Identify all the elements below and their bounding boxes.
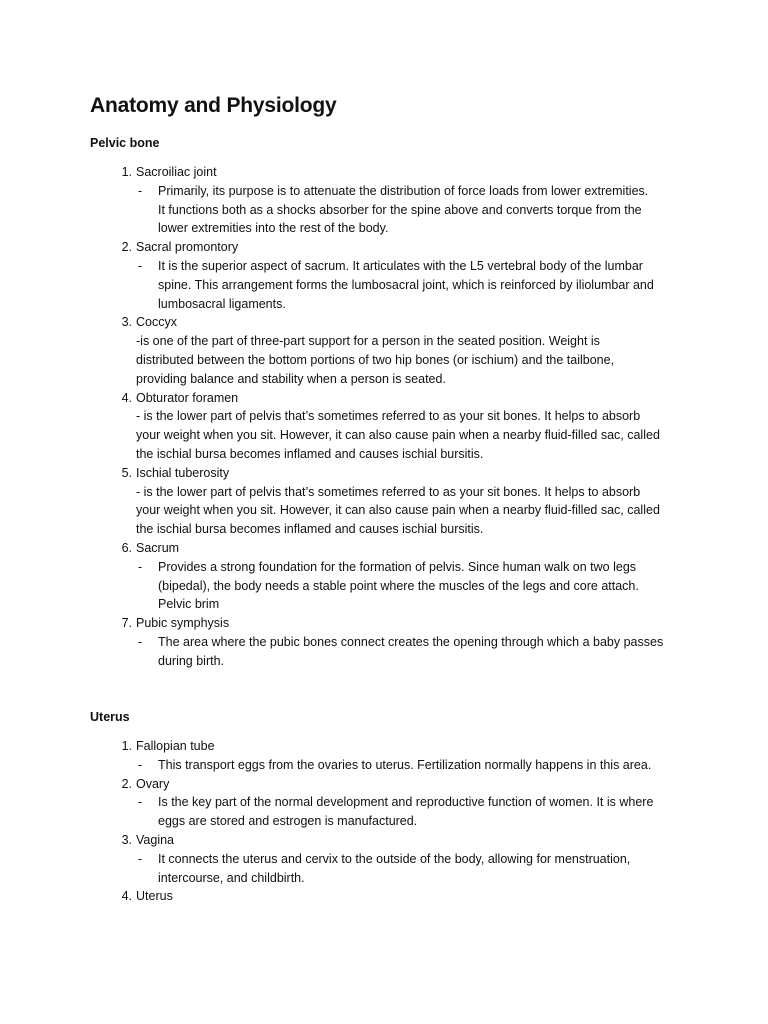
document-title: Anatomy and Physiology [90, 94, 337, 117]
text-line: your weight when you sit. However, it can also cause pain when a nearby fluid-filled sac, called [136, 503, 660, 518]
sub-bullet [0, 182, 768, 238]
description-text [136, 332, 676, 388]
list-number: 1. [121, 165, 132, 179]
list-item-label: Sacrum [136, 540, 180, 555]
text-line: The area where the pubic bones connect creates the opening through which a baby passes [158, 634, 664, 649]
bullet-dash: - [138, 183, 143, 198]
text-line: Primarily, its purpose is to attenuate the distribution of force loads from lower extremities. [158, 183, 649, 198]
text-line: This transport eggs from the ovaries to uterus. Fertilization normally happens in this area. [158, 757, 652, 772]
sub-bullet-text [158, 182, 678, 238]
text-line: It functions both as a shocks absorber for the spine above and converts torque from the [158, 202, 642, 217]
list-item [0, 737, 768, 775]
text-line: (bipedal), the body needs a stable point where the muscles of the legs and core attach. [158, 578, 639, 593]
text-line: providing balance and stability when a person is seated. [136, 371, 446, 386]
list-item-label: Uterus [136, 889, 173, 904]
text-line: -is one of the part of three-part support for a person in the seated position. Weight is [136, 334, 600, 349]
bullet-dash: - [138, 851, 143, 866]
text-line: spine. This arrangement forms the lumbosacral joint, which is reinforced by iliolumbar and [158, 277, 654, 292]
text-line: intercourse, and childbirth. [158, 870, 305, 885]
text-line: - is the lower part of pelvis that’s sometimes referred to as your sit bones. It helps to absorb [136, 409, 641, 424]
list-number: 2. [121, 776, 132, 791]
sub-bullet-text [158, 558, 678, 614]
list-item [0, 464, 768, 539]
sub-bullet-text [158, 257, 678, 313]
sub-bullet [0, 793, 768, 831]
text-line: - is the lower part of pelvis that’s sometimes referred to as your sit bones. It helps to absorb [136, 484, 641, 499]
list-item-label: Ischial tuberosity [136, 465, 230, 480]
list-item-label: Vagina [136, 832, 174, 847]
bullet-dash: - [138, 757, 143, 772]
list-number: 2. [121, 240, 132, 255]
sub-bullet [0, 633, 768, 671]
text-line: lower extremities into the rest of the body. [158, 221, 389, 236]
list-item [0, 831, 768, 887]
list-number: 5. [121, 465, 132, 480]
list-item-header [0, 389, 768, 408]
text-line: distributed between the bottom portions of two hip bones (or ischium) and the tailbone, [136, 352, 615, 367]
list-number: 4. [121, 889, 132, 904]
bullet-dash: - [138, 634, 143, 649]
bullet-dash: - [138, 258, 143, 273]
list-number: 3. [121, 832, 132, 847]
list-item-label: Sacroiliac joint [136, 165, 217, 179]
list-item-label: Coccyx [136, 315, 177, 330]
sub-bullet-text [158, 793, 678, 831]
list-item [0, 313, 768, 388]
pelvic-bone-list [0, 163, 768, 671]
sub-bullet-text [158, 633, 678, 671]
list-number: 6. [121, 540, 132, 555]
list-item-label: Ovary [136, 776, 170, 791]
text-line: It is the superior aspect of sacrum. It articulates with the L5 vertebral body of the lumbar [158, 258, 643, 273]
description [0, 407, 768, 463]
text-line: the ischial bursa becomes inflamed and causes ischial bursitis. [136, 522, 484, 537]
list-item-header [0, 464, 768, 483]
sub-bullet [0, 558, 768, 614]
list-item-header [0, 163, 768, 182]
text-line: during birth. [158, 653, 225, 668]
list-item [0, 389, 768, 464]
text-line: It connects the uterus and cervix to the outside of the body, allowing for menstruation, [158, 851, 631, 866]
sub-bullet-text [158, 756, 678, 775]
text-line: Pelvic brim [158, 597, 220, 612]
list-item-header [0, 831, 768, 850]
list-item-label: Obturator foramen [136, 390, 239, 405]
text-line: the ischial bursa becomes inflamed and causes ischial bursitis. [136, 446, 484, 461]
list-item [0, 238, 768, 313]
text-line: Is the key part of the normal development and reproductive function of women. It is where [158, 795, 654, 810]
list-item [0, 775, 768, 831]
sub-bullet [0, 850, 768, 888]
list-item-header [0, 887, 768, 906]
list-item-header [0, 313, 768, 332]
list-item [0, 887, 768, 906]
list-item-header [0, 614, 768, 633]
description [0, 483, 768, 539]
description-text [136, 483, 676, 539]
list-item-label: Fallopian tube [136, 739, 215, 753]
sub-bullet [0, 756, 768, 775]
list-item-label: Sacral promontory [136, 240, 239, 255]
list-number: 1. [121, 739, 132, 753]
list-number: 7. [121, 616, 132, 631]
list-item [0, 614, 768, 670]
list-item-header [0, 775, 768, 794]
list-item-header [0, 539, 768, 558]
list-item-header [0, 238, 768, 257]
bullet-dash: - [138, 559, 143, 574]
list-number: 3. [121, 315, 132, 330]
list-item [0, 163, 768, 238]
list-item-header [0, 737, 768, 756]
sub-bullet-text [158, 850, 678, 888]
description [0, 332, 768, 388]
sub-bullet [0, 257, 768, 313]
bullet-dash: - [138, 795, 143, 810]
text-line: your weight when you sit. However, it can also cause pain when a nearby fluid-filled sac, called [136, 428, 660, 443]
list-item-label: Pubic symphysis [136, 616, 230, 631]
list-number: 4. [121, 390, 132, 405]
text-line: Provides a strong foundation for the formation of pelvis. Since human walk on two legs [158, 559, 637, 574]
text-line: eggs are stored and estrogen is manufactured. [158, 814, 418, 829]
section-heading-pelvic-bone: Pelvic bone [90, 136, 160, 150]
text-line: lumbosacral ligaments. [158, 296, 286, 311]
description-text [136, 407, 676, 463]
list-item [0, 539, 768, 614]
uterus-list [0, 737, 768, 906]
section-heading-uterus: Uterus [90, 710, 130, 724]
